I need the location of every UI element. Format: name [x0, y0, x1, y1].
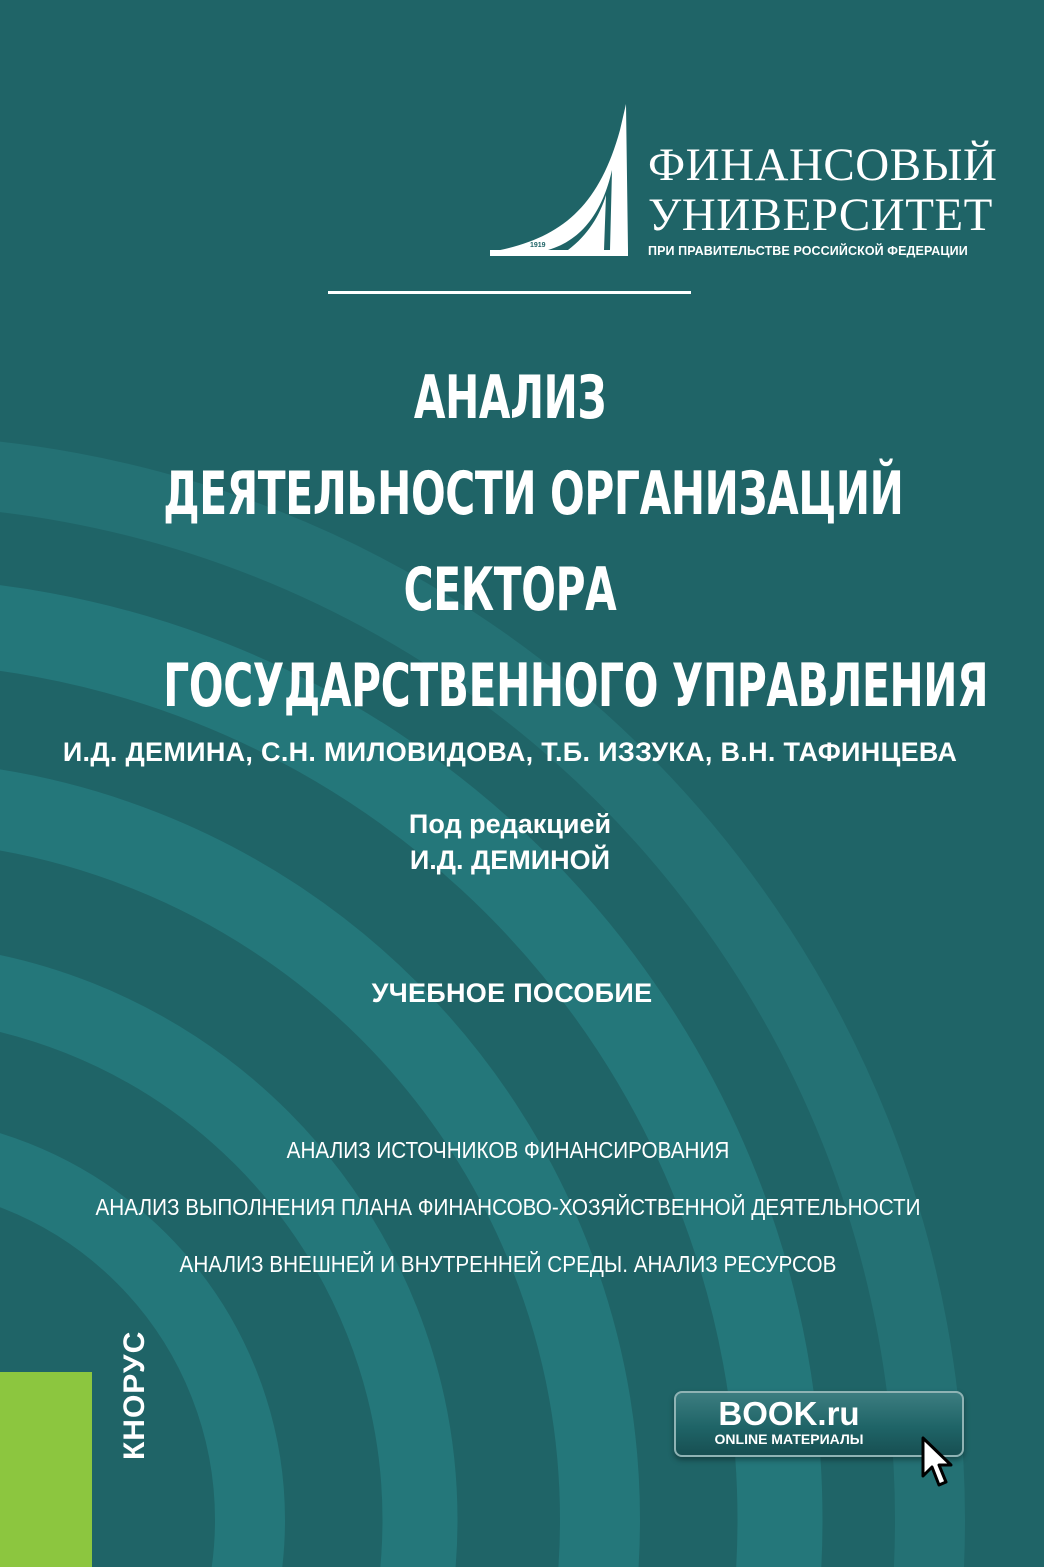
publisher-name: КНОРУС — [118, 1330, 151, 1460]
logo-year: 1919 — [530, 242, 546, 249]
topic-item: АНАЛИЗ ВЫПОЛНЕНИЯ ПЛАНА ФИНАНСОВО-ХОЗЯЙСТВЕННОЙ ДЕЯТЕЛЬНОСТИ — [95, 1194, 921, 1220]
title-line: АНАЛИЗ — [413, 363, 607, 433]
book-ru-caption: ONLINE МАТЕРИАЛЫ — [714, 1431, 864, 1447]
title-line: СЕКТОРА — [403, 555, 617, 625]
topic-item: АНАЛИЗ ВНЕШНЕЙ И ВНУТРЕННЕЙ СРЕДЫ. АНАЛИЗ РЕСУРСОВ — [179, 1251, 837, 1277]
editor-block — [300, 806, 720, 878]
logo-line-1: ФИНАНСОВЫЙ — [648, 139, 998, 191]
university-logo-text — [648, 140, 997, 258]
authors: И.Д. ДЕМИНА, С.Н. МИЛОВИДОВА, Т.Б. ИЗЗУКА, В.Н. ТАФИНЦЕВА — [62, 737, 958, 767]
book-ru-brand: BOOK.ru — [718, 1395, 860, 1432]
document-type: УЧЕБНОЕ ПОСОБИЕ — [371, 978, 653, 1008]
title-line: ДЕЯТЕЛЬНОСТИ ОРГАНИЗАЦИЙ — [163, 459, 904, 529]
divider-line — [328, 291, 691, 294]
green-spine-block — [0, 1372, 92, 1567]
topic-item: АНАЛИЗ ИСТОЧНИКОВ ФИНАНСИРОВАНИЯ — [286, 1137, 730, 1163]
editor-label: Под редакцией — [408, 809, 612, 839]
logo-line-2: УНИВЕРСИТЕТ — [648, 189, 993, 241]
title-line: ГОСУДАРСТВЕННОГО УПРАВЛЕНИЯ — [163, 651, 989, 721]
logo-subline: ПРИ ПРАВИТЕЛЬСТВЕ РОССИЙСКОЙ ФЕДЕРАЦИИ — [648, 244, 968, 258]
mouse-pointer-icon — [920, 1436, 960, 1492]
editor-name: И.Д. ДЕМИНОЙ — [409, 845, 611, 875]
book-title — [0, 350, 1020, 734]
topics-list — [0, 1122, 1016, 1293]
